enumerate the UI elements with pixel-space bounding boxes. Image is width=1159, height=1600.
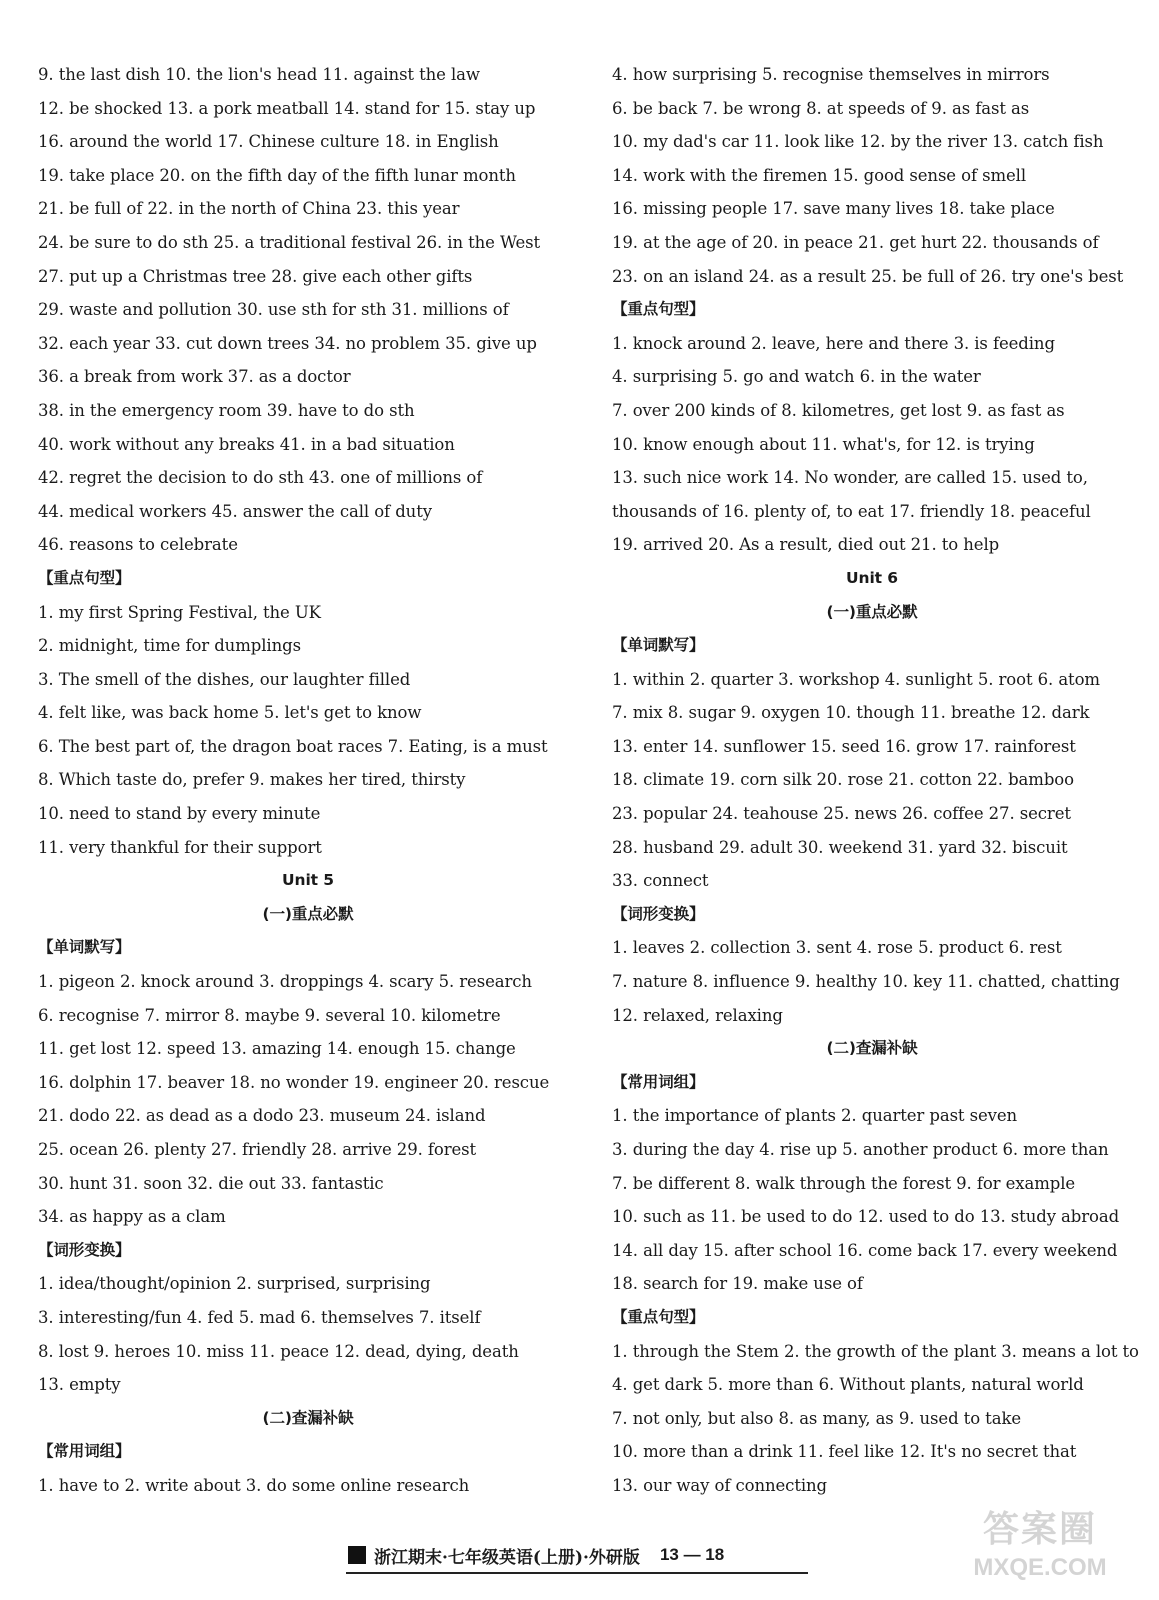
answer-line: 13. enter 14. sunflower 15. seed 16. grow 17. rainforest xyxy=(612,736,1076,756)
answer-line: 6. recognise 7. mirror 8. maybe 9. several 10. kilometre xyxy=(38,1005,501,1025)
answer-line: 21. dodo 22. as dead as a dodo 23. museum 24. island xyxy=(38,1106,486,1126)
answer-line: 7. not only, but also 8. as many, as 9. used to take xyxy=(612,1408,1022,1428)
answer-line: 42. regret the decision to do sth 43. one of millions of xyxy=(38,468,483,488)
unit-heading: (一)重点必默 xyxy=(262,904,354,923)
watermark xyxy=(930,1505,1150,1595)
answer-line: 34. as happy as a clam xyxy=(38,1207,226,1227)
answer-line: 1. leaves 2. collection 3. sent 4. rose 5. product 6. rest xyxy=(612,938,1062,958)
answer-line: 1. knock around 2. leave, here and there 3. is feeding xyxy=(612,333,1055,353)
answer-line: 12. be shocked 13. a pork meatball 14. stand for 15. stay up xyxy=(38,98,536,118)
answer-line: 16. around the world 17. Chinese culture 18. in English xyxy=(38,132,499,152)
answer-line: 4. how surprising 5. recognise themselves in mirrors xyxy=(612,65,1050,84)
answer-line: 36. a break from work 37. as a doctor xyxy=(38,367,351,387)
answer-line: 3. interesting/fun 4. fed 5. mad 6. themselves 7. itself xyxy=(38,1307,481,1327)
answer-line: 7. mix 8. sugar 9. oxygen 10. though 11. breathe 12. dark xyxy=(612,703,1090,723)
answer-line: 25. ocean 26. plenty 27. friendly 28. arrive 29. forest xyxy=(38,1140,477,1159)
right-column xyxy=(612,58,1139,1503)
page-footer xyxy=(348,1538,818,1572)
unit-heading: (一)重点必默 xyxy=(826,602,918,621)
answer-line: 29. waste and pollution 30. use sth for sth 31. millions of xyxy=(38,300,509,320)
answer-line: 4. felt like, was back home 5. let's get to know xyxy=(38,703,422,723)
unit-heading: Unit 5 xyxy=(282,871,334,890)
unit-heading: Unit 6 xyxy=(846,568,898,587)
section-heading: 【常用词组】 xyxy=(612,1072,705,1091)
answer-line: 10. know enough about 11. what's, for 12. is trying xyxy=(612,434,1035,454)
answer-line: 8. Which taste do, prefer 9. makes her tired, thirsty xyxy=(38,770,466,790)
footer-title: 浙江期末·七年级英语(上册)·外研版 xyxy=(374,1547,640,1568)
answer-line: 13. our way of connecting xyxy=(612,1475,828,1495)
answer-line: 11. very thankful for their support xyxy=(38,837,322,857)
answer-line: 27. put up a Christmas tree 28. give each other gifts xyxy=(38,266,473,286)
answer-line: 14. work with the firemen 15. good sense of smell xyxy=(612,165,1027,185)
watermark-url: MXQE.COM xyxy=(973,1554,1107,1581)
answer-line: thousands of 16. plenty of, to eat 17. friendly 18. peaceful xyxy=(612,501,1091,521)
section-heading: 【词形变换】 xyxy=(612,904,705,923)
answer-line: 14. all day 15. after school 16. come back 17. every weekend xyxy=(612,1240,1118,1260)
answer-line: 3. The smell of the dishes, our laughter filled xyxy=(38,669,411,689)
answer-line: 3. during the day 4. rise up 5. another product 6. more than xyxy=(612,1140,1109,1159)
answer-line: 44. medical workers 45. answer the call of duty xyxy=(38,501,432,521)
answer-line: 13. empty xyxy=(38,1375,121,1395)
answer-line: 1. within 2. quarter 3. workshop 4. sunlight 5. root 6. atom xyxy=(612,669,1100,689)
answer-line: 1. my first Spring Festival, the UK xyxy=(38,602,321,622)
answer-line: 30. hunt 31. soon 32. die out 33. fantastic xyxy=(38,1173,384,1193)
unit-heading: (二)查漏补缺 xyxy=(826,1039,918,1058)
answer-line: 2. midnight, time for dumplings xyxy=(38,636,301,656)
answer-line: 1. idea/thought/opinion 2. surprised, surprising xyxy=(38,1274,431,1294)
footer-rule xyxy=(346,1572,808,1574)
answer-line: 19. at the age of 20. in peace 21. get hurt 22. thousands of xyxy=(612,232,1099,252)
answer-line: 10. such as 11. be used to do 12. used to do 13. study abroad xyxy=(612,1207,1120,1227)
answer-line: 18. search for 19. make use of xyxy=(612,1274,863,1294)
answer-line: 38. in the emergency room 39. have to do sth xyxy=(38,400,415,420)
section-heading: 【重点句型】 xyxy=(612,1307,705,1326)
answer-line: 1. pigeon 2. knock around 3. droppings 4. scary 5. research xyxy=(38,972,532,992)
answer-line: 6. be back 7. be wrong 8. at speeds of 9. as fast as xyxy=(612,98,1030,118)
answer-line: 18. climate 19. corn silk 20. rose 21. cotton 22. bamboo xyxy=(612,770,1074,790)
answer-line: 23. popular 24. teahouse 25. news 26. coffee 27. secret xyxy=(612,804,1071,824)
answer-line: 6. The best part of, the dragon boat races 7. Eating, is a must xyxy=(38,736,548,756)
answer-line: 1. through the Stem 2. the growth of the plant 3. means a lot to xyxy=(612,1341,1139,1361)
answer-line: 10. need to stand by every minute xyxy=(38,804,321,824)
answer-line: 7. over 200 kinds of 8. kilometres, get lost 9. as fast as xyxy=(612,400,1065,420)
section-heading: 【重点句型】 xyxy=(38,568,131,587)
answer-line: 19. take place 20. on the fifth day of the fifth lunar month xyxy=(38,165,516,185)
footer-square-icon xyxy=(348,1546,366,1564)
answer-line: 9. the last dish 10. the lion's head 11. against the law xyxy=(38,65,480,84)
answer-line: 7. be different 8. walk through the forest 9. for example xyxy=(612,1173,1076,1193)
answer-line: 1. the importance of plants 2. quarter past seven xyxy=(612,1106,1018,1126)
section-heading: 【单词默写】 xyxy=(38,938,131,957)
answer-line: 10. more than a drink 11. feel like 12. It's no secret that xyxy=(612,1442,1077,1462)
answer-line: 16. dolphin 17. beaver 18. no wonder 19. engineer 20. rescue xyxy=(38,1072,550,1092)
section-heading: 【词形变换】 xyxy=(38,1240,131,1259)
answer-line: 12. relaxed, relaxing xyxy=(612,1005,783,1025)
answer-line: 10. my dad's car 11. look like 12. by the river 13. catch fish xyxy=(612,132,1104,152)
answer-line: 11. get lost 12. speed 13. amazing 14. enough 15. change xyxy=(38,1039,516,1059)
answer-line: 21. be full of 22. in the north of China 23. this year xyxy=(38,199,460,219)
answer-line: 16. missing people 17. save many lives 18. take place xyxy=(612,199,1055,219)
answer-line: 8. lost 9. heroes 10. miss 11. peace 12. dead, dying, death xyxy=(38,1341,519,1361)
answer-line: 4. surprising 5. go and watch 6. in the water xyxy=(612,367,981,387)
answer-line: 7. nature 8. influence 9. healthy 10. key 11. chatted, chatting xyxy=(612,972,1120,992)
section-heading: 【重点句型】 xyxy=(612,300,705,319)
answer-line: 4. get dark 5. more than 6. Without plants, natural world xyxy=(612,1375,1084,1395)
answer-line: 13. such nice work 14. No wonder, are called 15. used to, xyxy=(612,468,1088,488)
answer-line: 28. husband 29. adult 30. weekend 31. yard 32. biscuit xyxy=(612,837,1068,857)
answer-line: 23. on an island 24. as a result 25. be full of 26. try one's best xyxy=(612,266,1124,286)
answer-line: 1. have to 2. write about 3. do some online research xyxy=(38,1475,470,1495)
answer-line: 32. each year 33. cut down trees 34. no problem 35. give up xyxy=(38,333,537,353)
section-heading: 【常用词组】 xyxy=(38,1442,131,1461)
answer-line: 19. arrived 20. As a result, died out 21. to help xyxy=(612,535,1000,555)
watermark-logo: 答案圈 xyxy=(982,1508,1097,1549)
section-heading: 【单词默写】 xyxy=(612,636,705,655)
answer-line: 24. be sure to do sth 25. a traditional festival 26. in the West xyxy=(38,232,541,252)
unit-heading: (二)查漏补缺 xyxy=(262,1408,354,1427)
answer-line: 40. work without any breaks 41. in a bad situation xyxy=(38,434,455,454)
answer-line: 46. reasons to celebrate xyxy=(38,535,238,555)
answer-line: 33. connect xyxy=(612,871,709,891)
left-column xyxy=(38,58,578,1503)
page-number: 13 — 18 xyxy=(659,1545,725,1564)
